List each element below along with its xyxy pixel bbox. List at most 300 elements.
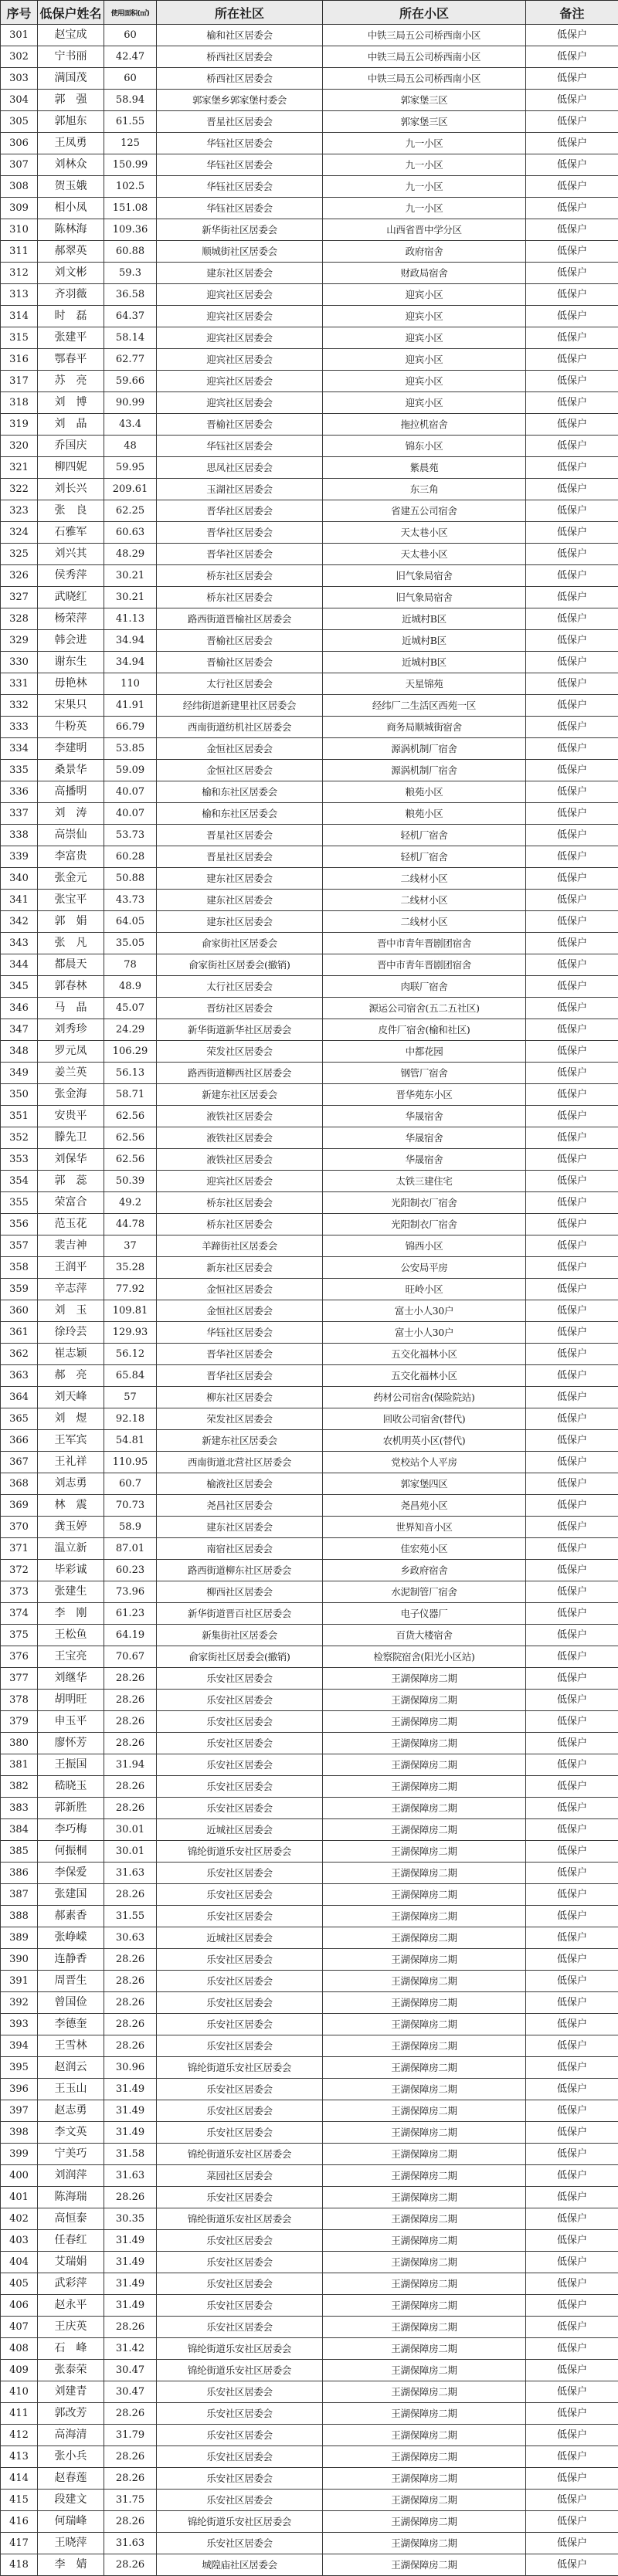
cell-name: 嵇晓玉 (38, 1776, 104, 1798)
cell-serial-number: 392 (1, 1992, 38, 2014)
cell-residential-area: 王湖保障房二期 (323, 1819, 526, 1841)
cell-area: 36.58 (104, 284, 157, 306)
cell-name: 廖怀芳 (38, 1733, 104, 1754)
cell-area: 28.26 (104, 1992, 157, 2014)
cell-area: 28.26 (104, 2554, 157, 2576)
cell-area: 31.94 (104, 1754, 157, 1776)
cell-serial-number: 307 (1, 154, 38, 176)
cell-community: 近城社区居委会 (157, 1927, 323, 1949)
table-row (1, 630, 618, 652)
table-row (1, 306, 618, 327)
cell-name: 王晓萍 (38, 2533, 104, 2554)
cell-name: 何瑞峰 (38, 2511, 104, 2533)
cell-remarks: 低保户 (526, 284, 618, 306)
table-row (1, 976, 618, 998)
cell-name: 张金海 (38, 1084, 104, 1106)
cell-residential-area: 中铁三局五公司桥西南小区 (323, 46, 526, 68)
cell-serial-number: 306 (1, 133, 38, 154)
cell-serial-number: 310 (1, 219, 38, 241)
cell-name: 王振国 (38, 1754, 104, 1776)
cell-residential-area: 皮件厂宿舍(榆和社区) (323, 1019, 526, 1041)
cell-serial-number: 409 (1, 2360, 38, 2381)
cell-area: 31.63 (104, 2533, 157, 2554)
cell-community: 柳西社区居委会 (157, 1581, 323, 1603)
cell-name: 安贵平 (38, 1106, 104, 1127)
table-row (1, 1127, 618, 1149)
cell-remarks: 低保户 (526, 219, 618, 241)
cell-residential-area: 王湖保障房二期 (323, 2403, 526, 2425)
cell-serial-number: 305 (1, 111, 38, 133)
cell-residential-area: 近城村B区 (323, 652, 526, 673)
cell-residential-area: 九一小区 (323, 154, 526, 176)
cell-community: 乐安社区居委会 (157, 2381, 323, 2403)
cell-area: 151.08 (104, 198, 157, 219)
cell-serial-number: 396 (1, 2079, 38, 2100)
cell-area: 30.01 (104, 1819, 157, 1841)
cell-name: 杨荣萍 (38, 608, 104, 630)
cell-remarks: 低保户 (526, 2468, 618, 2490)
cell-name: 李富贵 (38, 846, 104, 868)
cell-community: 榆和东社区居委会 (157, 803, 323, 825)
cell-area: 31.49 (104, 2079, 157, 2100)
cell-serial-number: 403 (1, 2230, 38, 2252)
cell-remarks: 低保户 (526, 457, 618, 479)
cell-residential-area: 五交化福林小区 (323, 1344, 526, 1365)
cell-serial-number: 374 (1, 1603, 38, 1625)
cell-community: 乐安社区居委会 (157, 1863, 323, 1884)
table-row (1, 933, 618, 954)
cell-remarks: 低保户 (526, 544, 618, 565)
cell-community: 晋纺社区居委会 (157, 998, 323, 1019)
cell-residential-area: 九一小区 (323, 198, 526, 219)
cell-community: 晋华社区居委会 (157, 1344, 323, 1365)
table-row (1, 2100, 618, 2122)
cell-name: 高海清 (38, 2425, 104, 2446)
table-row (1, 1192, 618, 1214)
cell-serial-number: 302 (1, 46, 38, 68)
cell-name: 谢东生 (38, 652, 104, 673)
cell-name: 侯秀萍 (38, 565, 104, 587)
cell-residential-area: 迎宾小区 (323, 349, 526, 371)
cell-residential-area: 郭家堡三区 (323, 90, 526, 111)
cell-name: 张峥嵘 (38, 1927, 104, 1949)
table-row (1, 1452, 618, 1473)
cell-remarks: 低保户 (526, 349, 618, 371)
cell-area: 28.26 (104, 2014, 157, 2035)
cell-community: 建东社区居委会 (157, 263, 323, 284)
cell-community: 乐安社区居委会 (157, 1776, 323, 1798)
table-row (1, 219, 618, 241)
cell-remarks: 低保户 (526, 133, 618, 154)
cell-area: 60 (104, 68, 157, 90)
cell-residential-area: 王湖保障房二期 (323, 2014, 526, 2035)
cell-community: 乐安社区居委会 (157, 2035, 323, 2057)
cell-name: 李 刚 (38, 1603, 104, 1625)
cell-residential-area: 财政局宿舍 (323, 263, 526, 284)
cell-name: 石雅军 (38, 522, 104, 544)
cell-name: 龚玉婷 (38, 1517, 104, 1538)
table-row (1, 608, 618, 630)
cell-area: 28.26 (104, 1733, 157, 1754)
cell-residential-area: 九一小区 (323, 133, 526, 154)
cell-serial-number: 345 (1, 976, 38, 998)
cell-area: 35.05 (104, 933, 157, 954)
table-row (1, 2338, 618, 2360)
cell-name: 王玉山 (38, 2079, 104, 2100)
cell-name: 王凤勇 (38, 133, 104, 154)
cell-serial-number: 399 (1, 2144, 38, 2165)
cell-name: 王军宾 (38, 1430, 104, 1452)
cell-residential-area: 光阳制衣厂宿舍 (323, 1214, 526, 1235)
cell-serial-number: 378 (1, 1690, 38, 1711)
cell-remarks: 低保户 (526, 2230, 618, 2252)
cell-residential-area: 王湖保障房二期 (323, 1949, 526, 1971)
cell-residential-area: 东三角 (323, 479, 526, 500)
cell-residential-area: 迎宾小区 (323, 327, 526, 349)
cell-name: 赵润云 (38, 2057, 104, 2079)
cell-name: 刘 涛 (38, 803, 104, 825)
cell-residential-area: 王湖保障房二期 (323, 2468, 526, 2490)
cell-serial-number: 383 (1, 1798, 38, 1819)
cell-community: 乐安社区居委会 (157, 2252, 323, 2273)
cell-remarks: 低保户 (526, 803, 618, 825)
cell-serial-number: 362 (1, 1344, 38, 1365)
cell-community: 建东社区居委会 (157, 1517, 323, 1538)
cell-remarks: 低保户 (526, 2122, 618, 2144)
cell-area: 56.13 (104, 1063, 157, 1084)
cell-serial-number: 390 (1, 1949, 38, 1971)
cell-remarks: 低保户 (526, 2187, 618, 2208)
table-row (1, 46, 618, 68)
cell-community: 华钰社区居委会 (157, 133, 323, 154)
cell-remarks: 低保户 (526, 479, 618, 500)
cell-residential-area: 百货大楼宿舍 (323, 1625, 526, 1646)
cell-remarks: 低保户 (526, 436, 618, 457)
cell-residential-area: 王湖保障房二期 (323, 1927, 526, 1949)
cell-area: 61.23 (104, 1603, 157, 1625)
cell-remarks: 低保户 (526, 90, 618, 111)
cell-area: 110.95 (104, 1452, 157, 1473)
table-row (1, 2511, 618, 2533)
cell-remarks: 低保户 (526, 2403, 618, 2425)
cell-remarks: 低保户 (526, 760, 618, 781)
cell-serial-number: 361 (1, 1322, 38, 1344)
cell-area: 56.12 (104, 1344, 157, 1365)
cell-name: 范玉花 (38, 1214, 104, 1235)
cell-residential-area: 王湖保障房二期 (323, 2338, 526, 2360)
table-row (1, 1279, 618, 1300)
table-row (1, 1473, 618, 1495)
table-row (1, 2425, 618, 2446)
cell-serial-number: 364 (1, 1387, 38, 1408)
cell-name: 都晨天 (38, 954, 104, 976)
cell-area: 31.49 (104, 2122, 157, 2144)
table-row (1, 1322, 618, 1344)
cell-area: 62.77 (104, 349, 157, 371)
cell-community: 桥西社区居委会 (157, 68, 323, 90)
cell-serial-number: 346 (1, 998, 38, 1019)
cell-residential-area: 世界知音小区 (323, 1517, 526, 1538)
cell-name: 郝翠英 (38, 241, 104, 263)
cell-area: 37 (104, 1235, 157, 1257)
cell-name: 马 晶 (38, 998, 104, 1019)
cell-community: 迎宾社区居委会 (157, 371, 323, 392)
cell-community: 经纬街道新建里社区居委会 (157, 695, 323, 717)
cell-name: 武晓红 (38, 587, 104, 608)
table-row (1, 90, 618, 111)
cell-residential-area: 王湖保障房二期 (323, 2057, 526, 2079)
cell-serial-number: 356 (1, 1214, 38, 1235)
cell-residential-area: 王湖保障房二期 (323, 2360, 526, 2381)
header-serial-number: 序号 (1, 1, 38, 25)
cell-name: 林 震 (38, 1495, 104, 1517)
cell-serial-number: 326 (1, 565, 38, 587)
cell-community: 液铁社区居委会 (157, 1149, 323, 1171)
table-row (1, 1041, 618, 1063)
cell-name: 李建明 (38, 738, 104, 760)
cell-name: 刘长兴 (38, 479, 104, 500)
cell-serial-number: 350 (1, 1084, 38, 1106)
cell-name: 刘秀珍 (38, 1019, 104, 1041)
table-row (1, 25, 618, 46)
table-row (1, 1646, 618, 1668)
cell-residential-area: 佳宏苑小区 (323, 1538, 526, 1560)
cell-serial-number: 359 (1, 1279, 38, 1300)
cell-area: 62.25 (104, 500, 157, 522)
cell-area: 48.9 (104, 976, 157, 998)
table-row (1, 1776, 618, 1798)
cell-serial-number: 313 (1, 284, 38, 306)
cell-community: 迎宾社区居委会 (157, 349, 323, 371)
cell-residential-area: 经纬厂二生活区西苑一区 (323, 695, 526, 717)
cell-serial-number: 304 (1, 90, 38, 111)
cell-remarks: 低保户 (526, 1581, 618, 1603)
table-row (1, 781, 618, 803)
cell-residential-area: 五交化福林小区 (323, 1365, 526, 1387)
cell-serial-number: 353 (1, 1149, 38, 1171)
cell-residential-area: 商务局顺城街宿舍 (323, 717, 526, 738)
cell-remarks: 低保户 (526, 1452, 618, 1473)
table-row (1, 1798, 618, 1819)
cell-residential-area: 王湖保障房二期 (323, 2187, 526, 2208)
cell-community: 乐安社区居委会 (157, 2295, 323, 2317)
cell-name: 毕彩诚 (38, 1560, 104, 1581)
cell-area: 48 (104, 436, 157, 457)
cell-remarks: 低保户 (526, 781, 618, 803)
cell-area: 28.26 (104, 2035, 157, 2057)
cell-serial-number: 321 (1, 457, 38, 479)
cell-serial-number: 370 (1, 1517, 38, 1538)
cell-community: 华钰社区居委会 (157, 176, 323, 198)
cell-community: 新华街道新华社区居委会 (157, 1019, 323, 1041)
cell-name: 张金元 (38, 868, 104, 890)
table-row (1, 2057, 618, 2079)
cell-serial-number: 358 (1, 1257, 38, 1279)
cell-residential-area: 王湖保障房二期 (323, 2425, 526, 2446)
cell-name: 桑景华 (38, 760, 104, 781)
cell-area: 31.55 (104, 1906, 157, 1927)
cell-residential-area: 山西省晋中学分区 (323, 219, 526, 241)
cell-serial-number: 385 (1, 1841, 38, 1863)
table-row (1, 1971, 618, 1992)
cell-serial-number: 322 (1, 479, 38, 500)
cell-community: 乐安社区居委会 (157, 2468, 323, 2490)
cell-remarks: 低保户 (526, 1646, 618, 1668)
cell-area: 31.63 (104, 2165, 157, 2187)
cell-residential-area: 王湖保障房二期 (323, 1733, 526, 1754)
cell-community: 俞家街社区居委会 (157, 933, 323, 954)
table-row (1, 1365, 618, 1387)
cell-remarks: 低保户 (526, 933, 618, 954)
cell-residential-area: 源涡机制厂宿舍 (323, 738, 526, 760)
cell-community: 乐安社区居委会 (157, 1906, 323, 1927)
cell-remarks: 低保户 (526, 1690, 618, 1711)
cell-remarks: 低保户 (526, 954, 618, 976)
cell-residential-area: 近城村B区 (323, 608, 526, 630)
table-row (1, 652, 618, 673)
cell-serial-number: 369 (1, 1495, 38, 1517)
cell-community: 迎宾社区居委会 (157, 1171, 323, 1192)
cell-remarks: 低保户 (526, 392, 618, 414)
cell-residential-area: 王湖保障房二期 (323, 2554, 526, 2576)
cell-serial-number: 338 (1, 825, 38, 846)
cell-remarks: 低保户 (526, 1473, 618, 1495)
cell-residential-area: 王湖保障房二期 (323, 2381, 526, 2403)
cell-remarks: 低保户 (526, 2208, 618, 2230)
cell-community: 晋华社区居委会 (157, 1365, 323, 1387)
cell-serial-number: 301 (1, 25, 38, 46)
cell-remarks: 低保户 (526, 1841, 618, 1863)
cell-residential-area: 粮苑小区 (323, 803, 526, 825)
cell-area: 62.56 (104, 1149, 157, 1171)
cell-serial-number: 386 (1, 1863, 38, 1884)
cell-residential-area: 水泥制管厂宿舍 (323, 1581, 526, 1603)
cell-community: 新建东社区居委会 (157, 1084, 323, 1106)
cell-remarks: 低保户 (526, 2381, 618, 2403)
cell-serial-number: 355 (1, 1192, 38, 1214)
cell-community: 乐安社区居委会 (157, 2425, 323, 2446)
cell-remarks: 低保户 (526, 1949, 618, 1971)
cell-remarks: 低保户 (526, 2165, 618, 2187)
cell-community: 郭家堡乡郭家堡村委会 (157, 90, 323, 111)
cell-name: 郝 亮 (38, 1365, 104, 1387)
header-community: 所在社区 (157, 1, 323, 25)
cell-residential-area: 中铁三局五公司桥西南小区 (323, 68, 526, 90)
table-row (1, 2490, 618, 2511)
cell-community: 太行社区居委会 (157, 976, 323, 998)
table-row (1, 68, 618, 90)
cell-community: 金恒社区居委会 (157, 1279, 323, 1300)
cell-residential-area: 晋中市青年晋剧团宿舍 (323, 933, 526, 954)
cell-name: 满国茂 (38, 68, 104, 90)
cell-serial-number: 372 (1, 1560, 38, 1581)
cell-area: 50.88 (104, 868, 157, 890)
cell-community: 乐安社区居委会 (157, 1971, 323, 1992)
cell-remarks: 低保户 (526, 1192, 618, 1214)
cell-area: 30.01 (104, 1841, 157, 1863)
cell-serial-number: 375 (1, 1625, 38, 1646)
table-row (1, 825, 618, 846)
cell-name: 张建生 (38, 1581, 104, 1603)
cell-remarks: 低保户 (526, 1041, 618, 1063)
table-row (1, 1171, 618, 1192)
table-row (1, 544, 618, 565)
table-row (1, 1517, 618, 1538)
cell-name: 张泰荣 (38, 2360, 104, 2381)
cell-remarks: 低保户 (526, 1517, 618, 1538)
cell-residential-area: 王湖保障房二期 (323, 2295, 526, 2317)
cell-remarks: 低保户 (526, 738, 618, 760)
cell-name: 李巧梅 (38, 1819, 104, 1841)
table-row (1, 2446, 618, 2468)
cell-community: 锦纶街道乐安社区居委会 (157, 2360, 323, 2381)
cell-remarks: 低保户 (526, 1235, 618, 1257)
cell-area: 28.26 (104, 1798, 157, 1819)
table-row (1, 1387, 618, 1408)
cell-serial-number: 389 (1, 1927, 38, 1949)
cell-name: 陈林海 (38, 219, 104, 241)
cell-community: 锦纶街道乐安社区居委会 (157, 2144, 323, 2165)
cell-name: 崔志颖 (38, 1344, 104, 1365)
cell-residential-area: 王湖保障房二期 (323, 1690, 526, 1711)
cell-residential-area: 党校站个人平房 (323, 1452, 526, 1473)
cell-remarks: 低保户 (526, 198, 618, 219)
cell-serial-number: 391 (1, 1971, 38, 1992)
cell-serial-number: 368 (1, 1473, 38, 1495)
cell-name: 裴吉神 (38, 1235, 104, 1257)
cell-area: 60.88 (104, 241, 157, 263)
cell-remarks: 低保户 (526, 695, 618, 717)
table-row (1, 1581, 618, 1603)
table-row (1, 176, 618, 198)
cell-remarks: 低保户 (526, 1560, 618, 1581)
header-row (1, 1, 618, 25)
cell-remarks: 低保户 (526, 263, 618, 284)
table-row (1, 1668, 618, 1690)
cell-area: 30.63 (104, 1927, 157, 1949)
table-row (1, 2122, 618, 2144)
cell-residential-area: 回收公司宿舍(替代) (323, 1408, 526, 1430)
cell-name: 郭 强 (38, 90, 104, 111)
cell-name: 张建国 (38, 1884, 104, 1906)
table-row (1, 1430, 618, 1452)
cell-community: 荣发社区居委会 (157, 1041, 323, 1063)
cell-serial-number: 397 (1, 2100, 38, 2122)
cell-serial-number: 416 (1, 2511, 38, 2533)
cell-remarks: 低保户 (526, 1733, 618, 1754)
cell-area: 30.21 (104, 565, 157, 587)
cell-remarks: 低保户 (526, 2014, 618, 2035)
cell-residential-area: 锦东小区 (323, 436, 526, 457)
cell-residential-area: 王湖保障房二期 (323, 1992, 526, 2014)
cell-area: 66.79 (104, 717, 157, 738)
table-row (1, 738, 618, 760)
cell-remarks: 低保户 (526, 2144, 618, 2165)
cell-community: 迎宾社区居委会 (157, 392, 323, 414)
cell-remarks: 低保户 (526, 1084, 618, 1106)
cell-residential-area: 王湖保障房二期 (323, 1754, 526, 1776)
table-row (1, 890, 618, 911)
cell-community: 乐安社区居委会 (157, 2403, 323, 2425)
table-row (1, 2035, 618, 2057)
cell-remarks: 低保户 (526, 998, 618, 1019)
cell-remarks: 低保户 (526, 522, 618, 544)
cell-community: 桥西社区居委会 (157, 46, 323, 68)
cell-area: 28.26 (104, 1776, 157, 1798)
cell-serial-number: 415 (1, 2490, 38, 2511)
cell-community: 锦纶街道乐安社区居委会 (157, 1841, 323, 1863)
cell-serial-number: 402 (1, 2208, 38, 2230)
